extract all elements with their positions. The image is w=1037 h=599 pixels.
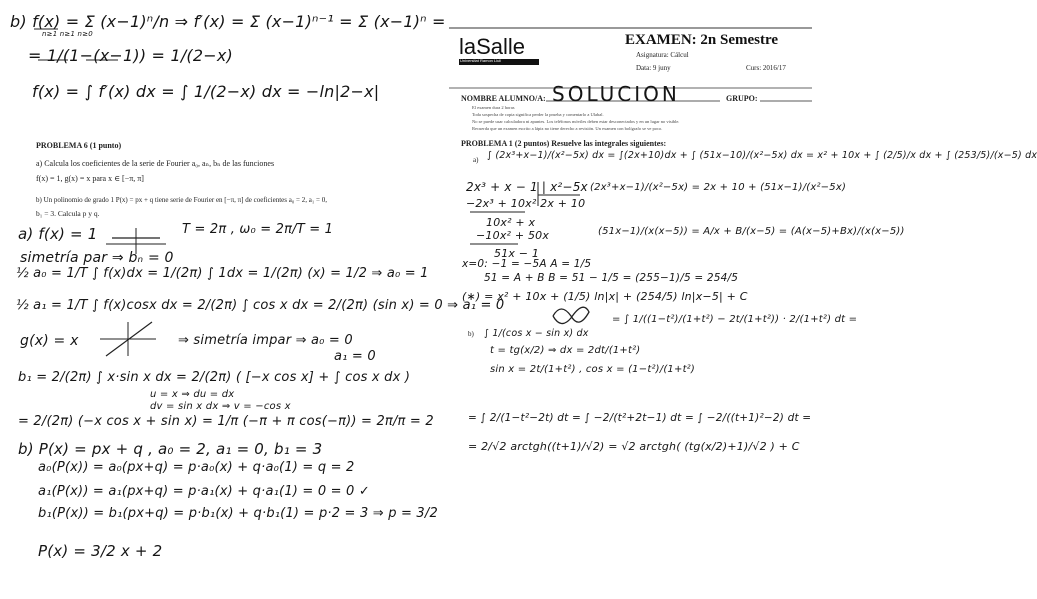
- sol-b-result: P(x) = 3/2 x + 2: [38, 542, 163, 560]
- p1b-integral: ∫ 1/(cos x − sin x) dx: [484, 328, 589, 339]
- sol-a-parts-u: u = x ⇒ du = dx: [150, 389, 235, 400]
- lasalle-logo-subtitle: Universitat Ramon Llull: [460, 58, 502, 63]
- p1b-simplify: = ∫ 2/(1−t²−2t) dt = ∫ −2/(t²+2t−1) dt = ∫ −2/((t+1)²−2) dt =: [468, 412, 812, 424]
- problem-6-title: PROBLEMA 6 (1 punto): [36, 141, 122, 150]
- sol-b-b1: b₁(P(x)) = b₁(px+q) = p·b₁(x) + q·b₁(1) = p·2 = 3 ⇒ p = 3/2: [38, 506, 438, 521]
- p1b-sin-cos: sin x = 2t/(1+t²) , cos x = (1−t²)/(1+t²): [490, 364, 695, 375]
- exam-subject: Asignatura: Cálcul: [636, 51, 689, 59]
- problem-6-part-b-ask: b₁ = 3. Calcula p y q.: [36, 209, 100, 218]
- sol-a-period: T = 2π , ω₀ = 2π/T = 1: [182, 222, 334, 237]
- sol-b-setup: b) P(x) = px + q , a₀ = 2, a₁ = 0, b₁ = 3: [18, 440, 323, 458]
- left-b-line1: b) f(x) = Σ (x−1)ⁿ/n ⇒ f′(x) = Σ (x−1)ⁿ⁻¹ = Σ (x−1)ⁿ =: [10, 12, 446, 31]
- problem-1-title: PROBLEMA 1 (2 puntos) Resuelve las integrales siguientes:: [461, 139, 667, 148]
- p1b-rewrite: = ∫ 1/((1−t²)/(1+t²) − 2t/(1+t²)) · 2/(1+t²) dt =: [612, 314, 858, 325]
- sol-a-a1: ½ a₁ = 1/T ∫ f(x)cosx dx = 2/(2π) ∫ cos x dx = 2/(2π) (sin x) = 0 ⇒ a₁ = 0: [16, 298, 505, 313]
- p1a-partial-fractions: (51x−1)/(x(x−5)) = A/x + B/(x−5) = (A(x−5)+Bx)/(x(x−5)): [598, 226, 905, 237]
- sol-a-f: a) f(x) = 1: [18, 225, 98, 243]
- sol-b-a1: a₁(P(x)) = a₁(px+q) = p·a₁(x) + q·a₁(1) = 0 = 0 ✓: [38, 484, 370, 499]
- p1a-division-2: −2x³ + 10x² 2x + 10: [466, 197, 586, 210]
- sol-a-symmetry: simetría par ⇒ bₙ = 0: [20, 250, 174, 266]
- problem-6-part-a: a) Calcula los coeficientes de la serie de Fourier a₀, aₙ, bₙ de las funciones: [36, 159, 275, 168]
- sol-a-a0: ½ a₀ = 1/T ∫ f(x)dx = 1/(2π) ∫ 1dx = 1/(2π) (x) = 1/2 ⇒ a₀ = 1: [16, 266, 429, 281]
- p1a-division-1: 2x³ + x − 1 | x²−5x: [466, 180, 588, 194]
- p1a-quotient: (2x³+x−1)/(x²−5x) = 2x + 10 + (51x−1)/(x²−5x): [590, 182, 847, 193]
- exam-rule-3: No se puede usar calculadora ni apuntes. Los teléfonos móviles deben estar desconectados y en un lugar no visible.: [472, 119, 680, 124]
- sol-a-b1: b₁ = 2/(2π) ∫ x·sin x dx = 2/(2π) ( [−x cos x] + ∫ cos x dx ): [18, 370, 411, 385]
- p1a-division-4: −10x² + 50x: [476, 229, 550, 242]
- sol-b-a0: a₀(P(x)) = a₀(px+q) = p·a₀(x) + q·a₀(1) = q = 2: [38, 460, 355, 475]
- p1a-result: (∗) = x² + 10x + (1/5) ln|x| + (254/5) ln|x−5| + C: [462, 290, 748, 303]
- p1a-integral: ∫ (2x³+x−1)/(x²−5x) dx = ∫(2x+10)dx + ∫ (51x−10)/(x²−5x) dx = x² + 10x + ∫ (2/5)/x dx + ∫ (253/5)/(x−5) dx: [487, 150, 1037, 161]
- exam-rule-1: El examen dura 2 horas: [472, 105, 515, 110]
- sol-a-parts-dv: dv = sin x dx ⇒ v = −cos x: [150, 401, 291, 412]
- left-b-line1-limits: n≥1 n≥1 n≥0: [42, 30, 93, 38]
- student-name-value: SOLUCION: [552, 82, 680, 106]
- student-name-label: NOMBRE ALUMNO/A:: [461, 94, 546, 103]
- exam-date: Data: 9 juny: [636, 64, 671, 72]
- exam-course: Curs: 2016/17: [746, 64, 786, 72]
- group-label: GRUPO:: [726, 94, 758, 103]
- problem-6-part-b: b) Un polinomio de grado 1 P(x) = px + q tiene serie de Fourier en [−π, π] de coeficientes a₀ = 2, a₁ = 0,: [36, 196, 327, 204]
- p1b-substitution: t = tg(x/2) ⇒ dx = 2dt/(1+t²): [490, 345, 641, 356]
- sol-a-g-symmetry: ⇒ simetría impar ⇒ a₀ = 0: [178, 333, 353, 348]
- scribble: [553, 307, 589, 323]
- lasalle-logo: laSalle: [459, 34, 526, 59]
- problem-6-part-a-functions: f(x) = 1, g(x) = x para x ∈ [−π, π]: [36, 174, 144, 183]
- left-b-line3: f(x) = ∫ f′(x) dx = ∫ 1/(2−x) dx = −ln|2−x|: [32, 82, 380, 101]
- left-b-line2: = 1/(1−(x−1)) = 1/(2−x): [28, 46, 233, 65]
- sol-a-b1-result: = 2/(2π) (−x cos x + sin x) = 1/π (−π + π cos(−π)) = 2π/π = 2: [18, 414, 434, 429]
- exam-rule-4: Recuerda que un examen escrito a lápiz no tiene derecho a revisión. Un examen con bolígrafo se ve poco.: [472, 126, 663, 131]
- p1a-division-5: 51x − 1: [494, 247, 540, 260]
- p1a-coef-b: 51 = A + B B = 51 − 1/5 = (255−1)/5 = 254/5: [484, 272, 739, 284]
- sol-a-g: g(x) = x: [20, 333, 79, 349]
- p1b-result: = 2/√2 arctgh((t+1)/√2) = √2 arctgh( (tg(x/2)+1)/√2 ) + C: [468, 440, 800, 453]
- p1a-coef-a: x=0: −1 = −5A A = 1/5: [462, 258, 592, 270]
- sol-a-g-a1: a₁ = 0: [334, 349, 376, 364]
- problem-1-b-label: b): [468, 330, 474, 338]
- exam-title: EXAMEN: 2n Semestre: [625, 32, 779, 48]
- problem-1-a-label: a): [473, 156, 479, 164]
- p1a-division-3: 10x² + x: [486, 216, 536, 229]
- exam-rule-2: Toda sospecha de copia significa perder la prueba y comentarlo a Ulabal.: [472, 112, 604, 117]
